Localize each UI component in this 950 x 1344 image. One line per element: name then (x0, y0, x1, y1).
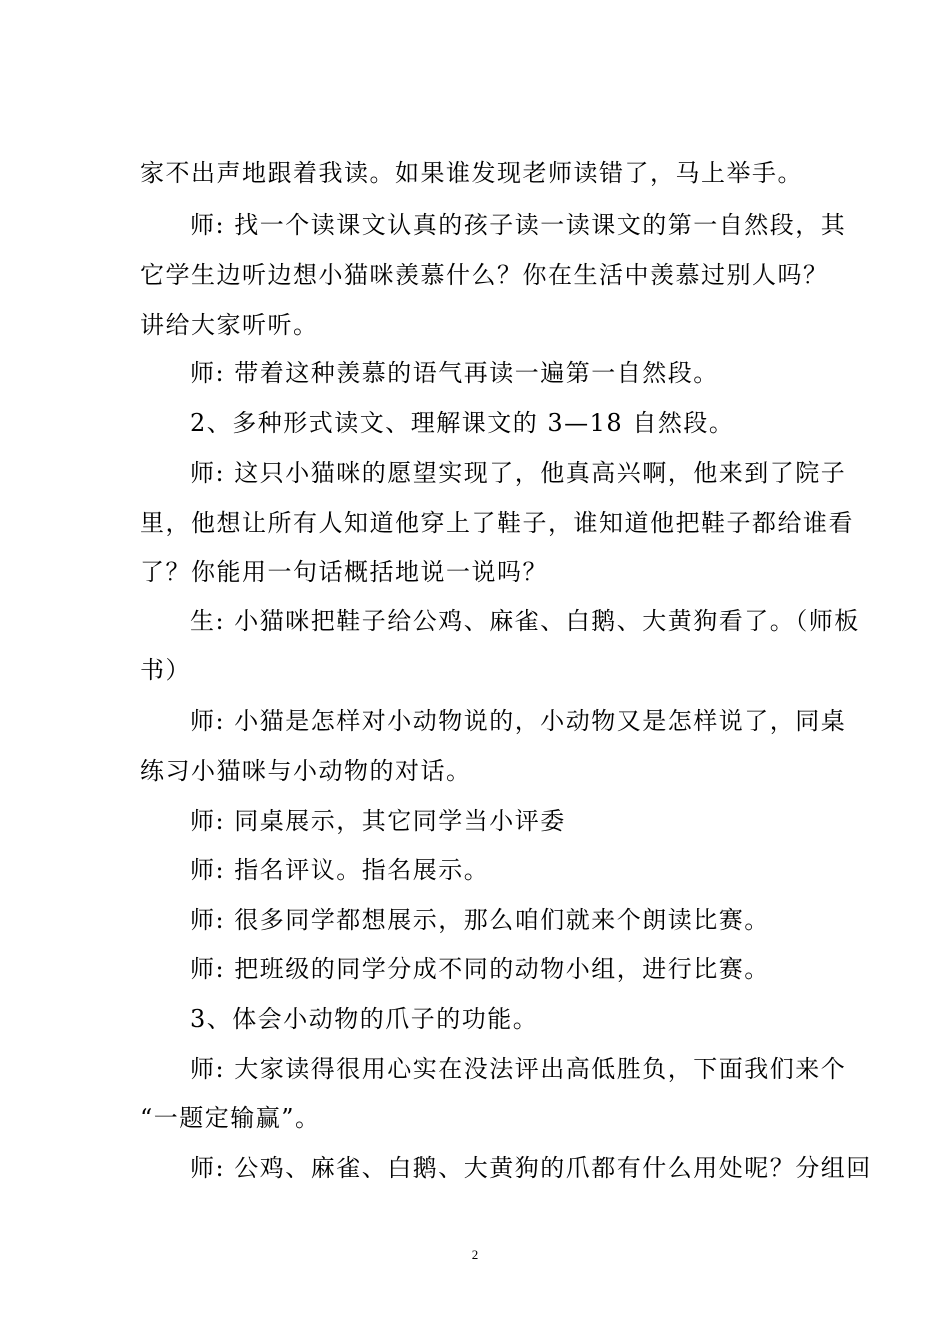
text-line: 练习小猫咪与小动物的对话。 (140, 757, 472, 785)
text-line: 师: 指名评议。指名展示。 (190, 856, 490, 884)
text-line: 师: 很多同学都想展示，那么咱们就来个朗读比赛。 (190, 906, 770, 934)
text-line: “一题定输赢”。 (140, 1104, 321, 1132)
text-line: 了？你能用一句话概括地说一说吗？ (140, 558, 548, 586)
text-line: 师: 带着这种羡慕的语气再读一遍第一自然段。 (190, 359, 719, 387)
text-line: 它学生边听边想小猫咪羡慕什么？你在生活中羡慕过别人吗？ (140, 261, 829, 289)
text-line: 里，他想让所有人知道他穿上了鞋子，谁知道他把鞋子都给谁看 (140, 509, 854, 537)
text-line: 师: 这只小猫咪的愿望实现了，他真高兴啊，他来到了院子 (190, 459, 847, 487)
text-line: 讲给大家听听。 (140, 311, 319, 339)
text-line: 师: 大家读得很用心实在没法评出高低胜负，下面我们来个 (190, 1055, 847, 1083)
text-line: 师: 找一个读课文认真的孩子读一读课文的第一自然段，其 (190, 211, 847, 239)
text-line: 书） (140, 656, 191, 684)
text-line: 师: 把班级的同学分成不同的动物小组，进行比赛。 (190, 955, 770, 983)
text-line: 师: 小猫是怎样对小动物说的，小动物又是怎样说了，同桌 (190, 707, 847, 735)
text-line: 师: 公鸡、麻雀、白鹅、大黄狗的爪都有什么用处呢？分组回 (190, 1154, 872, 1182)
text-line: 师: 同桌展示，其它同学当小评委 (190, 807, 566, 835)
text-line: 生: 小猫咪把鞋子给公鸡、麻雀、白鹅、大黄狗看了。（师板 (190, 607, 860, 635)
section-heading: 3、体会小动物的爪子的功能。 (190, 1005, 539, 1033)
text-line: 家不出声地跟着我读。如果谁发现老师读错了，马上举手。 (140, 159, 803, 187)
section-heading: 2、多种形式读文、理解课文的 3—18 自然段。 (190, 409, 735, 437)
page-number: 2 (471, 1247, 479, 1262)
